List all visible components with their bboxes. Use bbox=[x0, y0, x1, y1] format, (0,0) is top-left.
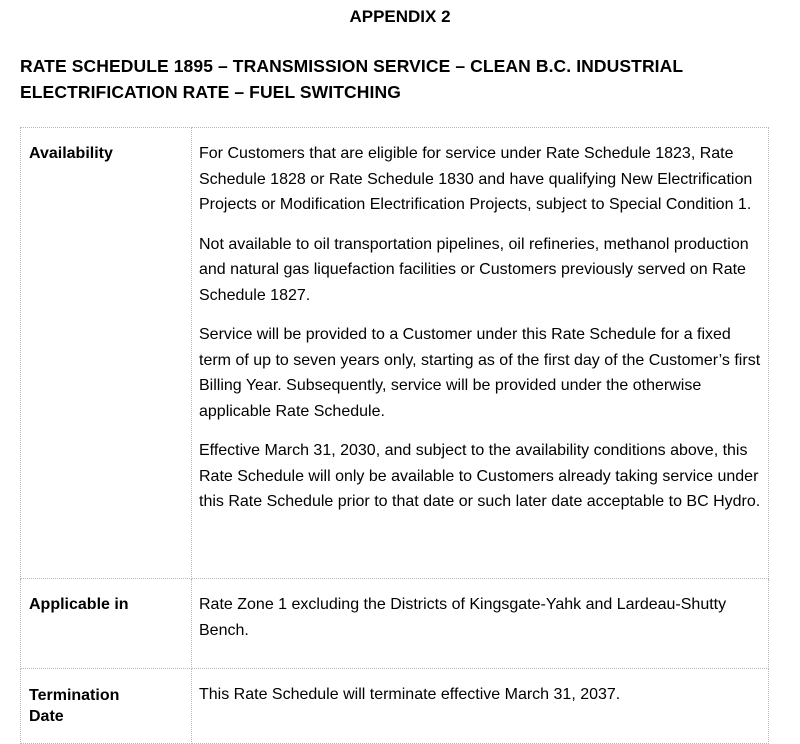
termination-date-row bbox=[21, 669, 769, 744]
rate-schedule-table bbox=[20, 127, 769, 744]
termination-date-text: This Rate Schedule will terminate effective March 31, 2037. bbox=[199, 686, 621, 703]
availability-paragraph-1: For Customers that are eligible for service under Rate Schedule 1823, Rate Schedule 1828 or Rate Schedule 1830 and have qualifying New Electrification Projects or Modification Electrification Projects, subject to Special Condition 1. bbox=[199, 145, 753, 213]
applicable-in-text: Rate Zone 1 excluding the Districts of Kingsgate-Yahk and Lardeau-Shutty Bench. bbox=[199, 596, 727, 639]
availability-paragraph-4: Effective March 31, 2030, and subject to the availability conditions above, this Rate Schedule will only be available to Customers already taking service under this Rate Schedule prior to that date or such later date acceptable to BC Hydro. bbox=[199, 442, 761, 510]
termination-date-content bbox=[192, 669, 769, 744]
applicable-in-row bbox=[21, 579, 769, 669]
termination-label-line-1: Termination bbox=[29, 687, 120, 704]
rate-schedule-title-line-1: RATE SCHEDULE 1895 – TRANSMISSION SERVICE – CLEAN B.C. INDUSTRIAL bbox=[20, 56, 684, 76]
availability-label: Availability bbox=[21, 128, 192, 579]
availability-paragraph-3: Service will be provided to a Customer under this Rate Schedule for a fixed term of up to seven years only, starting as of the first day of the Customer’s first Billing Year. Subsequently, service will be provided under the otherwise applicable Rate Schedule. bbox=[199, 326, 761, 420]
applicable-in-label: Applicable in bbox=[21, 579, 192, 669]
termination-date-label bbox=[21, 669, 192, 744]
availability-row bbox=[21, 128, 769, 579]
rate-schedule-title-line-2: ELECTRIFICATION RATE – FUEL SWITCHING bbox=[20, 82, 401, 102]
termination-label-line-2: Date bbox=[29, 708, 64, 725]
availability-content bbox=[192, 128, 769, 579]
applicable-in-content bbox=[192, 579, 769, 669]
availability-paragraph-2: Not available to oil transportation pipelines, oil refineries, methanol production and natural gas liquefaction facilities or Customers previously served on Rate Schedule 1827. bbox=[199, 235, 749, 304]
rate-schedule-title bbox=[20, 53, 780, 105]
appendix-heading: APPENDIX 2 bbox=[349, 7, 451, 26]
